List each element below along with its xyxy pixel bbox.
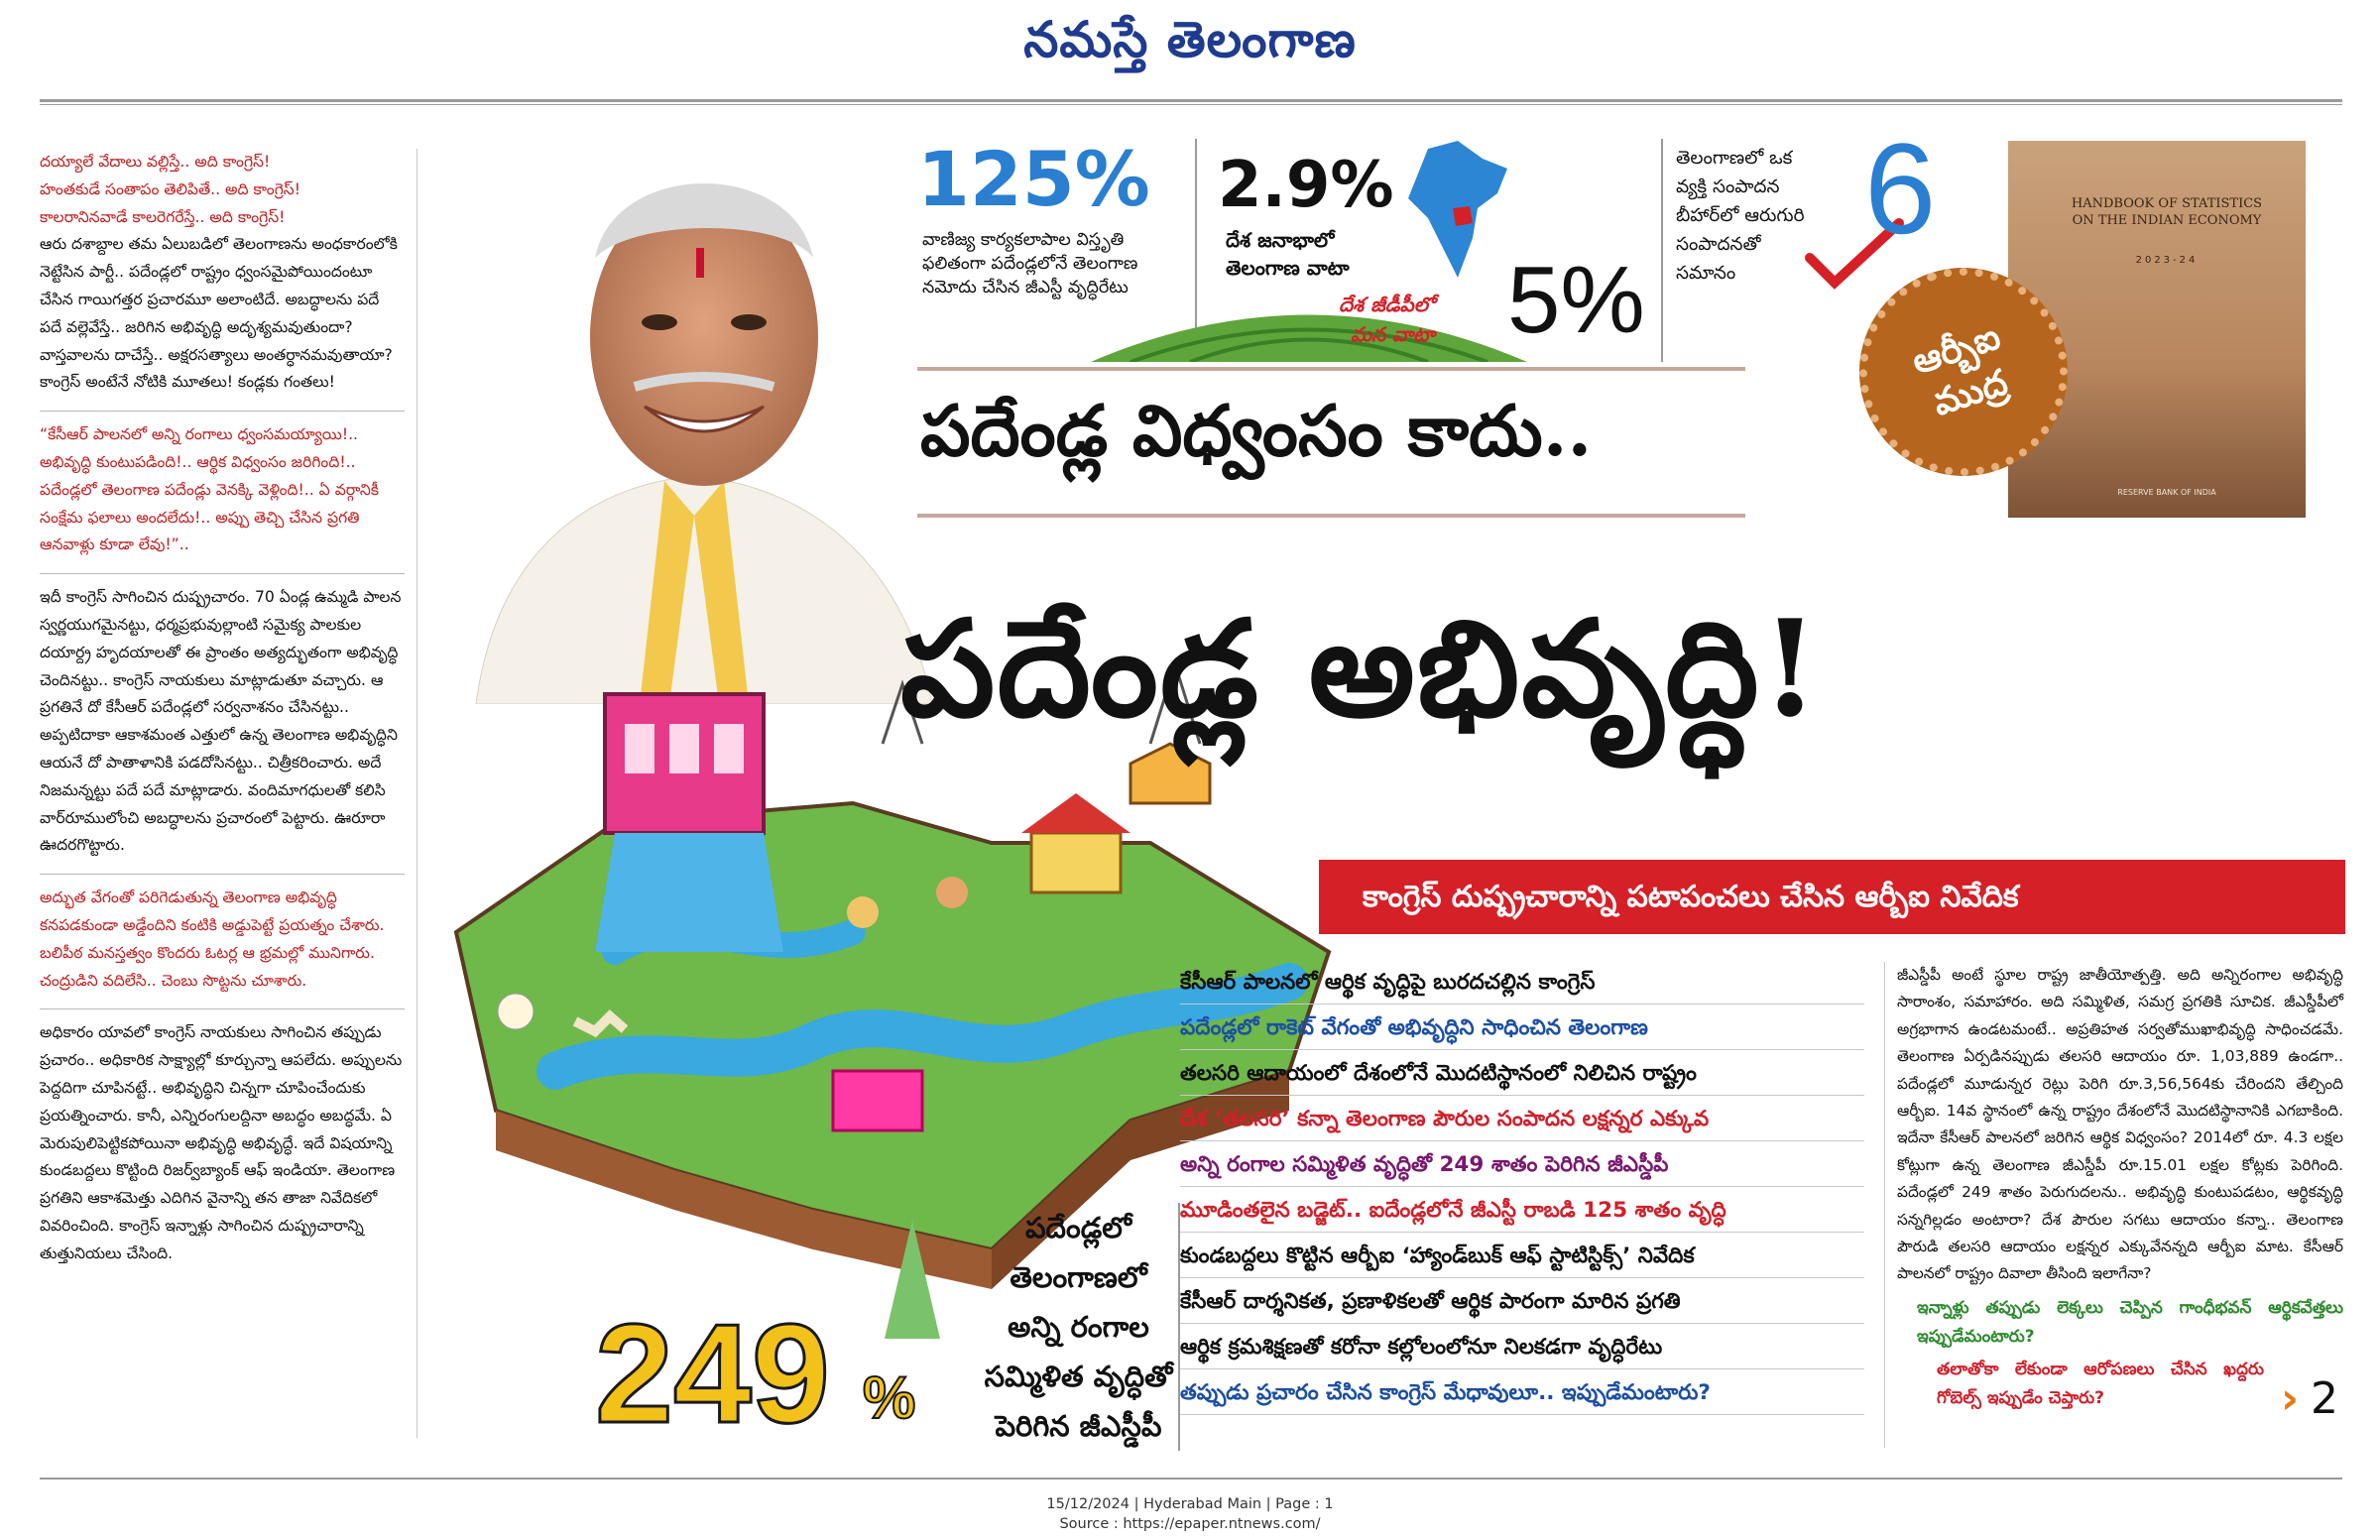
right-article-body: జీఎస్డీపీ అంటే స్థూల రాష్ట్ర జాతీయోత్పత్తి. అది అన్నిరంగాల అభివృద్ధి సారాంశం, సమాహారం. అది సమ్మిళిత, సమగ్ర ప్రగతికి సూచిక. జీఎస్డీపీలో అగ్రభాగాన ఉండటమంటే.. అప్రతిహత సర్వతోముఖాభివృద్ధి సాధించడమే. తెలంగాణ ఏర్పడినప్పుడు తలసరి ఆదాయం రూ. 1,03,889 ఉండగా.. పదేండ్లలో మూడున్నర రెట్లు పెరిగి రూ.3,56,564కు చేరిందని తేల్చింది ఆర్బీఐ. 14వ స్థానంలో ఉన్న రాష్ట్రం దేశంలోనే మొదటిస్థానానికి ఎగబాకింది. ఇదేనా కేసీఆర్ పాలనలో జరిగిన ఆర్థిక విధ్వంసం? 2014లో రూ. 4.3 లక్షల కోట్లుగా ఉన్న తెలంగాణ జీఎస్డీపీ రూ.15.01 లక్షల కోట్లకు పెరిగింది. పదేండ్లలో 249 శాతం పెరుగుదలను.. అభివృద్ధి కుంటుపడటం, ఆర్థికవృద్ధి సన్నగిల్లడం అంటారా? దేశ పౌరుల సగటు ఆదాయం కన్నా.. తెలంగాణ పౌరుడి తలసరి ఆదాయం లక్షన్నర ఎక్కువేనన్నది ఆర్బీఐ మాట. కేసీఆర్ పాలనలో రాష్ట్రం దివాలా తీసింది ఇలాగేనా? [1897, 966, 2343, 1283]
highlight-item: కుండబద్దలు కొట్టిన ఆర్బీఐ ‘హ్యాండ్‌బుక్ ఆఫ్ స్టాటిస్టిక్స్’ నివేదిక [1180, 1244, 1695, 1268]
stat-gdp-share-caption-1: దేశ జీడీపీలో [1339, 293, 1435, 316]
left-tagline-1: దయ్యాలే వేదాలు వల్లిస్తే.. అది కాంగ్రెస్! [40, 153, 271, 171]
stat-gst-growth-value: 125% [917, 135, 1150, 223]
handbook-year: 2023-24 [2135, 255, 2199, 266]
gsdp-divider [1178, 1203, 1180, 1451]
left-column [40, 149, 405, 1438]
headline-main: పదేండ్ల అభివృద్ధి! [900, 590, 1822, 747]
left-para-3: అద్భుత వేగంతో పరిగెడుతున్న తెలంగాణ అభివృద్ధి కనపడకుండా అడ్డేందిని కంటికి అడ్డుపెట్టే ప్రయత్నం చేశారు. బలిపీఠ మనస్తత్వం కొందరు ఓటర్ల ఆ భ్రమల్లో మునిగారు. చంద్రుడిని వదిలేసి.. చెంబు సొట్టను చూశారు. [40, 888, 385, 990]
gsdp-caption-line: అన్ని రంగాల [1008, 1310, 1149, 1344]
stats-divider [1661, 139, 1663, 362]
stat-population-share-caption-1: దేశ జనాభాలో [1226, 228, 1335, 252]
footer-source-link[interactable]: Source : https://epaper.ntnews.com/ [1059, 1516, 1321, 1532]
headline-rule [917, 514, 1745, 518]
highlight-separator [1180, 1323, 1864, 1324]
highlight-item: అన్ని రంగాల సమ్మిళిత వృద్ధితో 249 శాతం పెరిగిన జీఎస్డీపీ [1180, 1152, 1669, 1177]
stat-income-ratio-caption: తెలంగాణలో ఒక వ్యక్తి సంపాదన బీహార్‌లో ఆరుగురి సంపాదనతో సమానం [1676, 148, 1805, 284]
handbook-publisher: RESERVE BANK OF INDIA [2117, 488, 2216, 497]
highlight-separator [1180, 1049, 1864, 1050]
gsdp-growth-value: 249 [595, 1295, 830, 1453]
highlight-item: కేసీఆర్ పాలనలో ఆర్థిక వృద్ధిపై బురదచల్లిన కాంగ్రెస్ [1180, 970, 1596, 995]
left-divider [40, 411, 405, 412]
gsdp-caption-line: పెరిగిన జీఎస్డీపీ [995, 1409, 1162, 1443]
gsdp-caption-line: పదేండ్లలో [1024, 1211, 1132, 1244]
highlight-separator [1180, 1368, 1864, 1369]
continued-arrow-icon: › [2281, 1373, 2300, 1424]
gsdp-growth-percent: % [863, 1364, 916, 1431]
kcr-portrait-photo [436, 139, 952, 704]
gsdp-caption [977, 1203, 1180, 1451]
headline-kicker: పదేండ్ల విధ్వంసం కాదు.. [920, 389, 1593, 472]
page-bottom-rule [40, 1478, 2342, 1480]
stats-bottom-rule [917, 367, 1745, 371]
left-para-1: ఆరు దశాబ్దాల తమ ఏలుబడిలో తెలంగాణను అంధకారంలోకి నెట్టేసిన పార్టీ.. పదేండ్లలో రాష్ట్రం ధ్వంసమైపోయిందంటూ చేసిన గాయిగత్తర ప్రచారమూ అలాంటిదే. అబద్ధాలను పదే పదే వల్లెవేస్తే.. జరిగిన అభివృద్ధి అదృశ్యమవుతుందా? వాస్తవాలను దాచేస్తే.. అక్షరసత్యాలు అంతర్ధానమవుతాయా? కాంగ్రెస్ అంటేనే నోటికి మూతలు! కండ్లకు గంతలు! [40, 235, 398, 392]
stat-population-share-caption-2: తెలంగాణ వాటా [1226, 256, 1350, 280]
highlight-separator [1180, 1186, 1864, 1187]
masthead-logo: నమస్తే తెలంగాణ [1023, 10, 1357, 68]
highlight-separator [1180, 1232, 1864, 1233]
subheadline-band: కాంగ్రెస్ దుష్ప్రచారాన్ని పటాపంచలు చేసిన ఆర్బీఐ నివేదిక [1319, 860, 2345, 934]
stat-gdp-share-value: 5% [1507, 247, 1645, 353]
highlight-item: పదేండ్లలో రాకెట్ వేగంతో అభివృద్ధిని సాధించిన తెలంగాణ [1180, 1015, 1648, 1040]
left-quote: “కేసీఆర్ పాలనలో అన్ని రంగాలు ధ్వంసమయ్యాయి!.. అభివృద్ధి కుంటుపడింది!.. ఆర్థిక విధ్వంసం జరిగింది!.. పదేండ్లలో తెలంగాణ పదేండ్లు వెనక్కి వెళ్లింది!.. ఏ వర్గానికీ సంక్షేమ ఫలాలు అందలేదు!.. అప్పు తెచ్చి చేసిన ప్రగతి ఆనవాళ్లు కూడా లేవు!”.. [40, 425, 380, 554]
highlight-separator [1180, 1277, 1864, 1278]
epaper-footer [0, 1494, 2380, 1534]
left-divider [40, 874, 405, 875]
handbook-title: HANDBOOK OF STATISTICS ON THE INDIAN ECONOMY [2071, 196, 2263, 228]
highlight-item: దేశ ‘తలసరి’ కన్నా తెలంగాణ పౌరుల సంపాదన లక్షన్నర ఎక్కువ [1180, 1107, 1710, 1131]
up-arrow-icon [883, 1220, 942, 1339]
right-article [1897, 962, 2343, 1413]
left-column-rule [416, 149, 417, 1438]
stat-gdp-share-caption-2: మన వాటా [1351, 322, 1435, 346]
highlight-separator [1180, 1095, 1864, 1096]
gsdp-caption-line: తెలంగాణలో [1010, 1260, 1147, 1294]
stat-population-share-value: 2.9% [1218, 149, 1394, 222]
rbi-seal-text: ఆర్బీఐ ముద్ర [1907, 316, 2013, 424]
masthead-rule-thin [40, 104, 2342, 105]
right-teaser-1: ఇన్నాళ్లు తప్పుడు లెక్కలు చెప్పిన గాంధీభవన్ ఆర్థికవేత్తలు ఇప్పుడేమంటారు? [1917, 1297, 2343, 1347]
highlight-item: కేసీఆర్ దార్శనికత, ప్రణాళికలతో ఆర్థిక పారంగా మారిన ప్రగతి [1180, 1289, 1681, 1314]
highlight-separator [1180, 1140, 1864, 1141]
left-divider [40, 573, 405, 574]
right-teaser-2: తలాతోకా లేకుండా ఆరోపణలు చేసిన ఖద్దరు గోబెల్స్ ఇప్పుడేం చెప్తారు? [1937, 1359, 2264, 1408]
highlight-item: మూడింతలైన బడ్జెట్.. ఐదేండ్లలోనే జీఎస్టీ రాబడి 125 శాతం వృద్ధి [1180, 1198, 1726, 1223]
highlight-separator [1180, 1414, 1864, 1415]
highlight-item: తలసరి ఆదాయంలో దేశంలోనే మొదటిస్థానంలో నిలిచిన రాష్ట్రం [1180, 1061, 1697, 1086]
right-column-rule [1884, 962, 1885, 1448]
highlight-item: తప్పుడు ప్రచారం చేసిన కాంగ్రెస్ మేధావులూ.. ఇప్పుడేమంటారు? [1180, 1380, 1711, 1405]
left-para-2: ఇదీ కాంగ్రెస్ సాగించిన దుష్ప్రచారం. 70 ఏండ్ల ఉమ్మడి పాలన స్వర్ణయుగమైనట్టు, ధర్మప్రభువుల్లాంటి సమైక్య పాలకుల దయార్ద్ర హృదయాలతో ఈ ప్రాంతం అత్యద్భుతంగా అభివృద్ధి చెందినట్టు.. కాంగ్రెస్ నాయకులు మాట్లాడుతూ వచ్చారు. ఆ ప్రగతినే దో కేసీఆర్ పదేండ్లలో సర్వనాశనం చేసినట్టు.. అప్పటిదాకా ఆకాశమంత ఎత్తులో ఉన్న తెలంగాణ అభివృద్ధిని ఆయనే దో పాతాళానికి పడదోసినట్టు.. చిత్రీకరించారు. అదే నిజమన్నట్టు పదే పదే మాట్లాడారు. వందిమాగధులతో కలిసి వార్‌రూములోంచి అబద్ధాలను ప్రచారంలో పెట్టారు. ఊరూరా ఊదరగొట్టారు. [40, 588, 402, 855]
left-tagline-3: కాలరానినవాడే కాలరెగరేస్తే.. అది కాంగ్రెస్! [40, 207, 286, 226]
left-para-4: అధికారం యావలో కాంగ్రెస్ నాయకులు సాగించిన తప్పుడు ప్రచారం.. అధికారిక సాక్ష్యాల్లో కూర్చున్నా ఆపలేదు. అప్పులను పెద్దదిగా చూపినట్టే.. అభివృద్ధిని చిన్నగా చూపించేందుకు ప్రయత్నించారు. కానీ, ఎన్నిరంగులద్దినా అబద్ధం అబద్ధమే. ఏ మెరుపులిపెట్టికపోయినా అభివృద్ధి అభివృద్ధే. ఇదే విషయాన్ని కుండబద్దలు కొట్టింది రిజర్వ్‌బ్యాంక్ ఆఫ్ ఇండియా. తెలంగాణ ప్రగతిని ఆకాశమెత్తు ఎదిగిన వైనాన్ని తన తాజా నివేదికలో వివరించింది. కాంగ్రెస్ ఇన్నాళ్లు సాగించిన దుష్ప్రచారాన్ని తుత్తునియలు చేసింది. [40, 1023, 403, 1262]
highlight-separator [1180, 1004, 1864, 1005]
farm-field-graphic [1091, 288, 1527, 362]
footer-edition-info: 15/12/2024 | Hyderabad Main | Page : 1 [1046, 1496, 1334, 1512]
highlight-item: ఆర్థిక క్రమశిక్షణతో కరోనా కల్లోలంలోనూ నిలకడగా వృద్ధిరేటు [1180, 1335, 1663, 1360]
stat-income-ratio-value: 6 [1864, 116, 1937, 261]
stat-gst-growth-caption: వాణిజ్య కార్యకలాపాల విస్తృతి ఫలితంగా పదేండ్లలోనే తెలంగాణ నమోదు చేసిన జీఎస్టీ వృద్ధిరేటు [922, 230, 1138, 297]
left-tagline-2: హంతకుడే సంతాపం తెలిపితే.. అది కాంగ్రెస్! [40, 179, 301, 198]
continued-page-number[interactable]: 2 [2311, 1373, 2338, 1424]
left-divider [40, 1008, 405, 1009]
masthead-rule [40, 99, 2342, 102]
gsdp-caption-line: సమ్మిళిత వృద్ధితో [984, 1360, 1173, 1393]
